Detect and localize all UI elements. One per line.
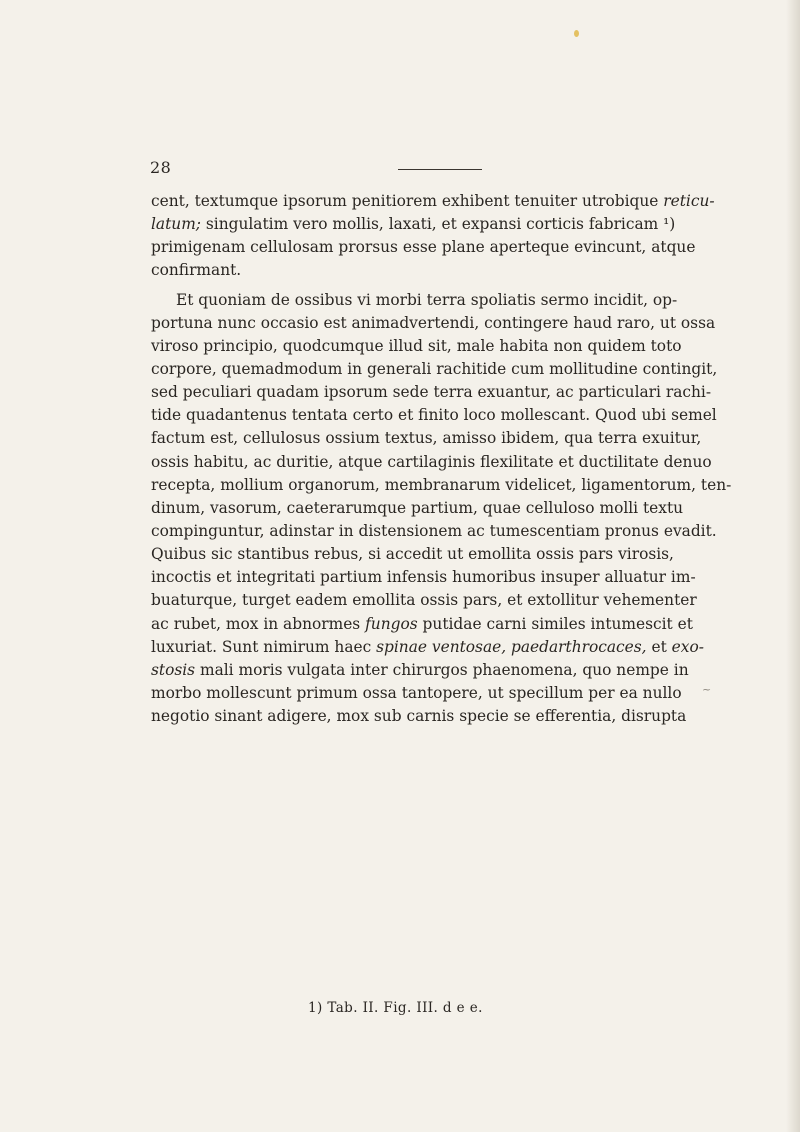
text-line: Quibus sic stantibus rebus, si accedit ut emollita ossis pars virosis,	[151, 545, 674, 564]
text-line: viroso principio, quodcumque illud sit, male habita non quidem toto	[151, 336, 682, 355]
text-line: ossis habitu, ac duritie, atque cartilaginis flexilitate et ductilitate denuo	[151, 452, 712, 471]
page-edge-shadow	[786, 0, 800, 1132]
text-line: incoctis et integritati partium infensis humoribus insuper alluatur im-	[151, 568, 696, 587]
page-number: 28	[150, 158, 172, 177]
text-line: recepta, mollium organorum, membranarum videlicet, ligamentorum, ten-	[151, 475, 732, 494]
text-line: Et quoniam de ossibus vi morbi terra spoliatis sermo incidit, op-	[176, 290, 678, 309]
text-line: morbo mollescunt primum ossa tantopere, ut specillum per ea nullo	[151, 683, 682, 702]
header-rule	[398, 169, 482, 170]
text-line: dinum, vasorum, caeterarumque partium, quae celluloso molli textu	[151, 498, 684, 517]
text-line: confirmant.	[151, 261, 242, 280]
text-line: primigenam cellulosam prorsus esse plane aperteque evincunt, atque	[151, 238, 696, 257]
paragraph	[151, 190, 715, 283]
text-line: stosis mali moris vulgata inter chirurgos phaenomena, quo nempe in	[151, 660, 689, 679]
text-line: ac rubet, mox in abnormes fungos putidae carni similes intumescit et	[151, 614, 693, 633]
text-line: compinguntur, adinstar in distensionem ac tumescentiam pronus evadit.	[151, 521, 717, 540]
text-line: cent, textumque ipsorum penitiorem exhibent tenuiter utrobique reticu-	[151, 192, 715, 210]
text-line: sed peculiari quadam ipsorum sede terra exuantur, ac particulari rachi-	[151, 383, 712, 402]
paper-stain	[574, 30, 579, 37]
footnote: 1) Tab. II. Fig. III. d e e.	[308, 1000, 483, 1016]
paragraph	[151, 289, 732, 729]
text-line: corpore, quemadmodum in generali rachitide cum mollitudine contingit,	[151, 359, 718, 378]
body-text	[151, 190, 732, 728]
text-line: luxuriat. Sunt nimirum haec spinae ventosae, paedarthrocaces, et exo-	[151, 637, 704, 656]
text-line: negotio sinant adigere, mox sub carnis specie se efferentia, disrupta	[151, 707, 687, 726]
text-line: portuna nunc occasio est animadvertendi, contingere haud raro, ut ossa	[151, 313, 716, 332]
text-line: tide quadantenus tentata certo et finito loco mollescant. Quod ubi semel	[151, 406, 717, 425]
text-line: buaturque, turget eadem emollita ossis pars, et extollitur vehementer	[151, 591, 697, 610]
margin-mark: ~	[702, 683, 712, 696]
text-line: latum; singulatim vero mollis, laxati, et expansi corticis fabricam ¹)	[151, 215, 676, 234]
text-line: factum est, cellulosus ossium textus, amisso ibidem, qua terra exuitur,	[151, 429, 702, 448]
